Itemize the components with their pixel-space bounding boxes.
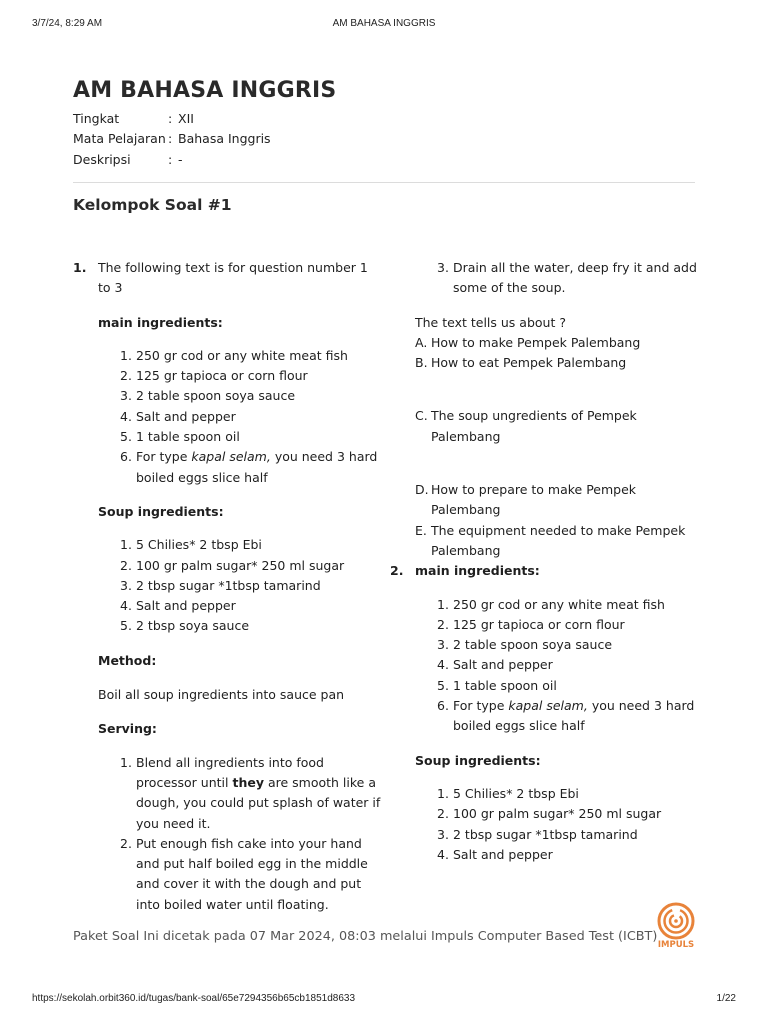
list-text: 2 tbsp sugar *1tbsp tamarind bbox=[136, 577, 321, 593]
list-item bbox=[437, 825, 700, 845]
list-text: 2 table spoon soya sauce bbox=[136, 388, 296, 404]
list-item bbox=[437, 804, 700, 824]
option-text: How to make Pempek Palembang bbox=[431, 334, 641, 350]
list-text: Salt and pepper bbox=[453, 846, 553, 862]
list-item bbox=[437, 696, 700, 737]
list-text: 2 tbsp soya sauce bbox=[136, 618, 250, 634]
list-text bbox=[136, 447, 383, 488]
list-item bbox=[120, 616, 383, 636]
list-item bbox=[120, 556, 383, 576]
list-number: 1. bbox=[120, 537, 132, 553]
meta-colon: : bbox=[168, 131, 173, 147]
print-footer bbox=[32, 993, 736, 1007]
list-number: 1. bbox=[437, 785, 449, 801]
method-text: Boil all soup ingredients into sauce pan bbox=[98, 687, 345, 703]
list-number: 1. bbox=[120, 754, 132, 770]
list-item bbox=[120, 834, 383, 915]
option-text: How to prepare to make Pempek Palembang bbox=[431, 482, 637, 518]
soup-ingredients-heading: Soup ingredients: bbox=[415, 752, 541, 768]
method-heading: Method: bbox=[98, 652, 157, 668]
bold-text: they bbox=[232, 774, 264, 790]
option-letter: E. bbox=[415, 522, 427, 538]
list-number: 3. bbox=[437, 637, 449, 653]
list-number: 1. bbox=[120, 347, 132, 363]
meta-row-deskripsi bbox=[73, 149, 271, 170]
list-item bbox=[437, 595, 700, 615]
soup-ingredients-heading: Soup ingredients: bbox=[98, 503, 224, 519]
list-item bbox=[437, 784, 700, 804]
meta-colon: : bbox=[168, 151, 173, 167]
list-item bbox=[120, 535, 383, 555]
list-number: 3. bbox=[437, 826, 449, 842]
list-text: 100 gr palm sugar* 250 ml sugar bbox=[136, 557, 345, 573]
text-span: you need 3 hard boiled eggs slice half bbox=[453, 698, 695, 734]
question-stem: The text tells us about ? bbox=[415, 314, 566, 330]
option-text: How to eat Pempek Palembang bbox=[431, 355, 627, 371]
list-item bbox=[437, 676, 700, 696]
soup-ingredients-list bbox=[120, 535, 383, 636]
list-text: 2 table spoon soya sauce bbox=[453, 637, 613, 653]
text-span: Blend all ingredients into food processor until bbox=[136, 754, 324, 790]
list-text: 125 gr tapioca or corn flour bbox=[453, 616, 625, 632]
column-right bbox=[390, 258, 700, 865]
list-text: 2 tbsp sugar *1tbsp tamarind bbox=[453, 826, 638, 842]
list-number: 6. bbox=[120, 449, 132, 465]
list-item bbox=[437, 845, 700, 865]
option-text: The soup ungredients of Pempek Palembang bbox=[431, 408, 637, 444]
list-number: 2. bbox=[120, 835, 132, 851]
main-ingredients-list bbox=[437, 595, 700, 737]
serving-heading: Serving: bbox=[98, 721, 157, 737]
question-2 bbox=[390, 561, 700, 865]
list-number: 4. bbox=[120, 408, 132, 424]
list-text: 5 Chilies* 2 tbsp Ebi bbox=[136, 537, 262, 553]
list-text bbox=[453, 696, 700, 737]
page-url[interactable]: https://sekolah.orbit360.id/tugas/bank-soal/65e7294356b65cb1851d8633 bbox=[32, 993, 356, 1004]
main-ingredients-heading: main ingredients: bbox=[98, 314, 223, 330]
list-number: 2. bbox=[437, 806, 449, 822]
list-text: 125 gr tapioca or corn flour bbox=[136, 368, 308, 384]
document-title: AM BAHASA INGGRIS bbox=[73, 78, 337, 103]
option-a[interactable] bbox=[415, 333, 700, 353]
logo-text: IMPULS bbox=[657, 940, 695, 950]
option-e[interactable] bbox=[415, 521, 700, 562]
option-letter: D. bbox=[415, 482, 429, 498]
list-item bbox=[437, 635, 700, 655]
list-number: 5. bbox=[120, 618, 132, 634]
print-date: 3/7/24, 8:29 AM bbox=[32, 18, 103, 29]
list-item bbox=[120, 427, 383, 447]
list-text: Put enough fish cake into your hand and put half boiled egg in the middle and cover it with the dough and put into boiled water until floating. bbox=[136, 835, 368, 912]
list-number: 2. bbox=[437, 616, 449, 632]
list-number: 5. bbox=[120, 429, 132, 445]
text-span: you need 3 hard boiled eggs slice half bbox=[136, 449, 378, 485]
list-item bbox=[120, 366, 383, 386]
meta-value: - bbox=[178, 151, 183, 167]
list-number: 3. bbox=[437, 260, 449, 275]
question-number: 1. bbox=[73, 260, 87, 275]
option-b[interactable] bbox=[415, 353, 700, 373]
list-text: 1 table spoon oil bbox=[136, 429, 240, 445]
column-left bbox=[73, 258, 383, 915]
list-item bbox=[120, 386, 383, 406]
list-item bbox=[120, 346, 383, 366]
question-body bbox=[98, 258, 383, 915]
text-span: For type bbox=[136, 449, 192, 465]
list-item bbox=[120, 407, 383, 427]
meta-row-tingkat bbox=[73, 108, 271, 129]
list-number: 4. bbox=[437, 657, 449, 673]
list-item bbox=[120, 753, 383, 834]
list-text: Salt and pepper bbox=[136, 598, 236, 614]
answer-options bbox=[415, 333, 700, 561]
question-body bbox=[415, 561, 700, 865]
meta-row-mata-pelajaran bbox=[73, 129, 271, 150]
list-text: 5 Chilies* 2 tbsp Ebi bbox=[453, 785, 579, 801]
print-header bbox=[32, 18, 736, 32]
serving-list bbox=[120, 753, 383, 915]
option-letter: B. bbox=[415, 355, 428, 371]
list-number: 4. bbox=[437, 846, 449, 862]
option-letter: A. bbox=[415, 334, 428, 350]
list-item bbox=[437, 258, 700, 299]
option-letter: C. bbox=[415, 408, 428, 424]
option-text: The equipment needed to make Pempek Palembang bbox=[431, 522, 686, 558]
list-item bbox=[437, 655, 700, 675]
serving-list-continued bbox=[437, 258, 700, 299]
impuls-logo bbox=[654, 901, 698, 951]
group-title: Kelompok Soal #1 bbox=[73, 196, 232, 214]
list-number: 5. bbox=[437, 677, 449, 693]
meta-label: Tingkat bbox=[73, 110, 120, 126]
meta-value: Bahasa Inggris bbox=[178, 131, 271, 147]
list-text: 250 gr cod or any white meat fish bbox=[453, 596, 665, 612]
list-item bbox=[437, 615, 700, 635]
question-1-continued bbox=[390, 258, 700, 561]
soup-ingredients-list bbox=[437, 784, 700, 865]
list-number: 2. bbox=[120, 368, 132, 384]
document-meta bbox=[73, 108, 271, 170]
option-c[interactable] bbox=[415, 406, 700, 447]
print-title: AM BAHASA INGGRIS bbox=[332, 18, 436, 29]
question-intro: The following text is for question number 1 to 3 bbox=[98, 260, 368, 296]
meta-value: XII bbox=[178, 110, 194, 126]
question-number: 2. bbox=[390, 563, 404, 579]
meta-colon: : bbox=[168, 110, 173, 126]
text-span: For type bbox=[453, 698, 509, 714]
list-text: Drain all the water, deep fry it and add some of the soup. bbox=[453, 260, 697, 296]
list-item bbox=[120, 596, 383, 616]
italic-text: kapal selam, bbox=[508, 698, 588, 714]
list-number: 6. bbox=[437, 698, 449, 714]
list-text: Salt and pepper bbox=[453, 657, 553, 673]
question-1 bbox=[73, 258, 383, 915]
list-text: 1 table spoon oil bbox=[453, 677, 557, 693]
option-d[interactable] bbox=[415, 480, 700, 521]
text-span: are smooth like a dough, you could put splash of water if you need it. bbox=[136, 774, 381, 831]
page-number: 1/22 bbox=[716, 993, 736, 1004]
list-number: 4. bbox=[120, 598, 132, 614]
meta-label: Deskripsi bbox=[73, 151, 131, 167]
print-note: Paket Soal Ini dicetak pada 07 Mar 2024, 08:03 melalui Impuls Computer Based Test (ICBT) bbox=[73, 929, 658, 944]
main-ingredients-heading: main ingredients: bbox=[415, 563, 540, 579]
italic-text: kapal selam, bbox=[191, 449, 271, 465]
impuls-logo-icon bbox=[654, 901, 698, 951]
list-text: 100 gr palm sugar* 250 ml sugar bbox=[453, 806, 662, 822]
list-text: 250 gr cod or any white meat fish bbox=[136, 347, 348, 363]
list-number: 1. bbox=[437, 596, 449, 612]
list-text bbox=[136, 753, 383, 834]
list-number: 2. bbox=[120, 557, 132, 573]
list-item bbox=[120, 447, 383, 488]
list-item bbox=[120, 576, 383, 596]
list-number: 3. bbox=[120, 388, 132, 404]
main-ingredients-list bbox=[120, 346, 383, 488]
list-text: Salt and pepper bbox=[136, 408, 236, 424]
section-divider bbox=[73, 182, 695, 183]
meta-label: Mata Pelajaran bbox=[73, 131, 166, 147]
list-number: 3. bbox=[120, 577, 132, 593]
